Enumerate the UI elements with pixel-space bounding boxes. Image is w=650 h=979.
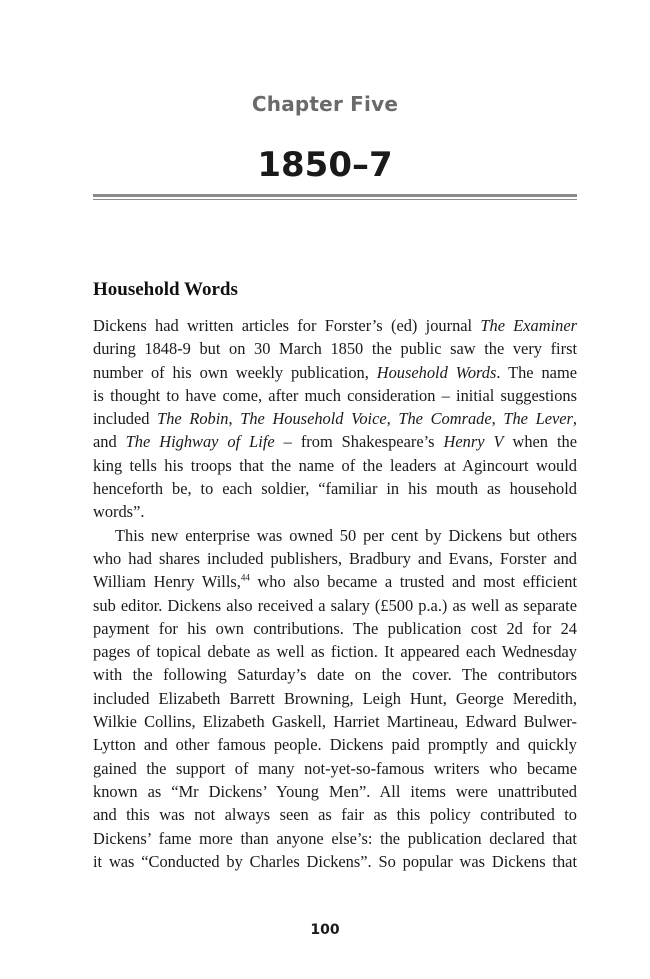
chapter-label: Chapter Five (251, 92, 399, 116)
text-line: payment for his own contributions. The publication cost 2d for 24 (93, 618, 577, 638)
text-line: and The Highway of Life – from Shakespeare’s Henry V when the (93, 432, 578, 452)
text-line: known as “Mr Dickens’ Young Men”. All items were unattributed (93, 781, 577, 801)
text-line: who had shares included publishers, Bradbury and Evans, Forster and (93, 548, 577, 568)
text-line: This new enterprise was owned 50 per cent by Dickens but others (115, 525, 577, 545)
footnote-marker: 44 (240, 572, 250, 583)
paragraph-1 (93, 314, 577, 524)
text-line: included Elizabeth Barrett Browning, Leigh Hunt, George Meredith, (93, 688, 577, 708)
text-line: included The Robin, The Household Voice, The Comrade, The Lever, (93, 409, 578, 429)
text-line: Dickens had written articles for Forster’s (ed) journal The Examiner (93, 316, 577, 335)
text-line: king tells his troops that the name of the leaders at Agincourt would (93, 455, 577, 475)
text-line: gained the support of many not-yet-so-famous writers who became (93, 758, 577, 778)
text-line: it was “Conducted by Charles Dickens”. So popular was Dickens that (93, 851, 577, 871)
text-line: is thought to have come, after much consideration – initial suggestions (93, 385, 577, 405)
text-line: Dickens’ fame more than anyone else’s: the publication declared that (93, 828, 577, 848)
body-text (93, 314, 577, 873)
text-line: William Henry Wills,$^{44}$ who also became a trusted and most efficient (93, 572, 577, 592)
page-number: 100 (310, 922, 340, 938)
section-heading: Household Words (93, 279, 238, 300)
text-line: number of his own weekly publication, Household Words. The name (93, 362, 577, 382)
text-line: henceforth be, to each soldier, “familiar in his mouth as household (93, 479, 577, 499)
text-line: words”. (93, 502, 145, 522)
text-line: with the following Saturday’s date on the cover. The contributors (93, 665, 577, 685)
text-line: Lytton and other famous people. Dickens paid promptly and quickly (93, 735, 577, 755)
chapter-title: 1850–7 (257, 145, 393, 185)
paragraph-2 (93, 524, 577, 873)
text-line: during 1848-9 but on 30 March 1850 the public saw the very first (93, 339, 577, 359)
text-line: pages of topical debate as well as fiction. It appeared each Wednesday (93, 642, 577, 662)
title-rule-thin (93, 199, 577, 200)
text-line: sub editor. Dickens also received a salary (£500 p.a.) as well as separate (93, 595, 577, 615)
text-line: Wilkie Collins, Elizabeth Gaskell, Harriet Martineau, Edward Bulwer- (93, 712, 577, 732)
text-line: and this was not always seen as fair as this policy contributed to (93, 805, 577, 825)
title-rule-thick (93, 194, 577, 197)
